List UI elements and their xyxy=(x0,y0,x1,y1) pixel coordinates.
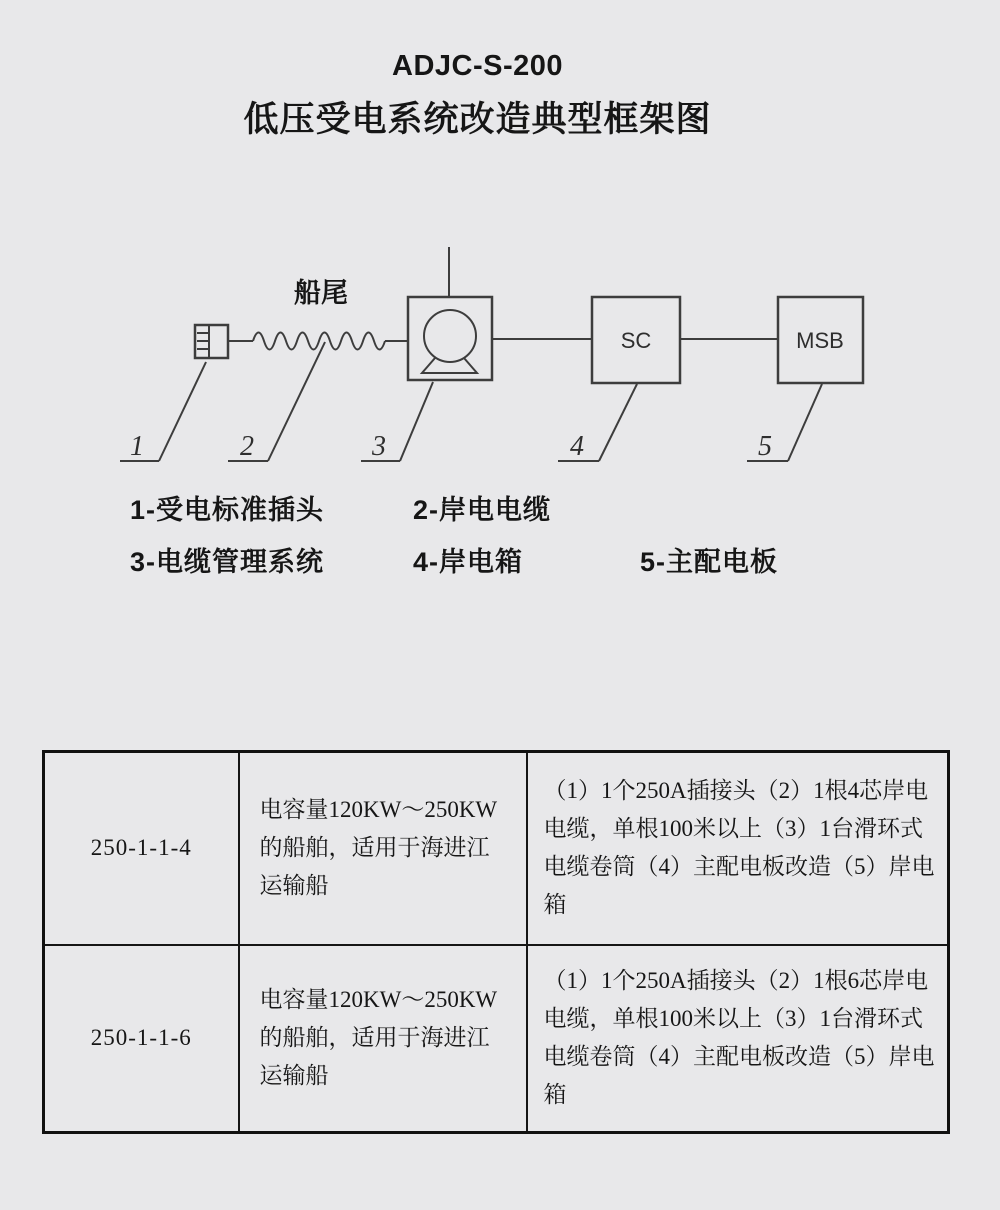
callout-1 xyxy=(120,362,206,462)
application-cell: 电容量120KW～250KW的船舶，适用于海进江运输船 xyxy=(239,945,527,1133)
legend-item-1: 1-受电标准插头 xyxy=(130,495,325,525)
system-diagram xyxy=(0,230,1000,480)
page-header xyxy=(0,50,955,142)
legend-item-2: 2-岸电电缆 xyxy=(413,495,552,525)
callout-1-number: 1 xyxy=(130,431,144,462)
table-row xyxy=(44,752,949,945)
stern-label: 船尾 xyxy=(294,278,348,308)
sc-box-label: SC xyxy=(620,328,652,353)
configuration-cell: （1）1个250A插接头（2）1根6芯岸电电缆，单根100米以上（3）1台滑环式电缆卷筒（4）主配电板改造（5）岸电箱 xyxy=(527,945,949,1133)
model-cell: 250-1-1-6 xyxy=(44,945,239,1133)
callout-2 xyxy=(228,342,325,462)
application-cell: 电容量120KW～250KW的船舶，适用于海进江运输船 xyxy=(239,752,527,945)
legend-item-4: 4-岸电箱 xyxy=(413,547,524,577)
callout-2-number: 2 xyxy=(240,431,254,462)
shore-plug-icon xyxy=(195,325,228,358)
legend-item-3: 3-电缆管理系统 xyxy=(130,547,325,577)
table-row xyxy=(44,945,949,1133)
spec-table xyxy=(42,750,950,1134)
callout-3-number: 3 xyxy=(372,431,386,462)
callout-5-number: 5 xyxy=(758,431,772,462)
msb-box xyxy=(778,297,863,383)
model-cell: 250-1-1-4 xyxy=(44,752,239,945)
shore-cable-wave xyxy=(253,333,385,350)
cable-reel-icon xyxy=(408,247,492,380)
model-number: ADJC-S-200 xyxy=(392,50,563,82)
callout-4-number: 4 xyxy=(570,431,584,462)
callout-5 xyxy=(747,384,822,462)
page-title: 低压受电系统改造典型框架图 xyxy=(243,100,712,139)
msb-box-label: MSB xyxy=(796,328,844,353)
sc-box xyxy=(592,297,680,383)
legend-item-5: 5-主配电板 xyxy=(640,547,779,577)
callout-3 xyxy=(361,382,433,462)
configuration-cell: （1）1个250A插接头（2）1根4芯岸电电缆，单根100米以上（3）1台滑环式电缆卷筒（4）主配电板改造（5）岸电箱 xyxy=(527,752,949,945)
callout-4 xyxy=(558,384,637,462)
